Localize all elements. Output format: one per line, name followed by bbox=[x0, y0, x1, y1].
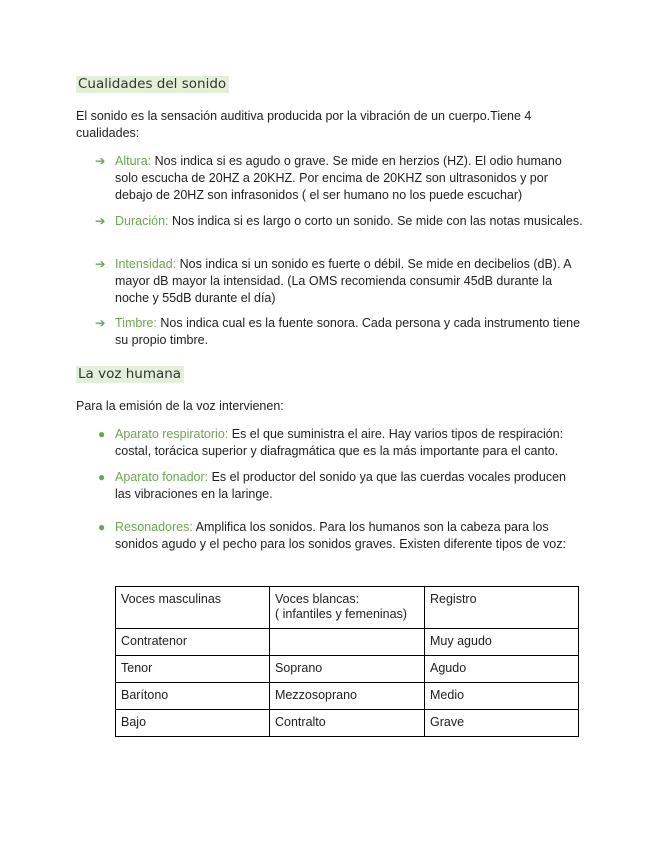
item-text: Nos indica si es agudo o grave. Se mide en herzios (HZ). El odio humano solo escucha de 20HZ a 20KHZ. Por encima de 20KHZ son ultrasonidos y por debajo de 20HZ son infrasonidos ( el ser humano no los puede escuchar) bbox=[115, 154, 562, 202]
table-header-row bbox=[116, 587, 579, 629]
table-row bbox=[116, 683, 579, 710]
table-cell: Grave bbox=[425, 710, 579, 737]
term-label: Aparato respiratorio: bbox=[115, 427, 229, 441]
bullet-dot-icon: ● bbox=[98, 470, 106, 484]
term-label: Resonadores: bbox=[115, 520, 193, 534]
table-cell: Contralto bbox=[270, 710, 425, 737]
table-cell: Mezzosoprano bbox=[270, 683, 425, 710]
list-item-duracion bbox=[95, 213, 583, 230]
bullet-dot-icon: ● bbox=[98, 520, 106, 534]
arrow-right-icon: ➔ bbox=[95, 316, 106, 330]
table-cell: Barítono bbox=[116, 683, 270, 710]
item-text: Nos indica si es largo o corto un sonido. Se mide con las notas musicales. bbox=[168, 214, 583, 228]
list-item-aparato-fonador bbox=[98, 469, 583, 503]
item-text: Es el productor del sonido ya que las cuerdas vocales producen las vibraciones en la laringe. bbox=[115, 470, 566, 501]
list-item-resonadores bbox=[98, 519, 583, 553]
list-item-altura bbox=[95, 153, 583, 204]
arrow-right-icon: ➔ bbox=[95, 257, 106, 271]
table-cell: Agudo bbox=[425, 656, 579, 683]
table-cell: Bajo bbox=[116, 710, 270, 737]
table-row bbox=[116, 710, 579, 737]
item-text: Nos indica cual es la fuente sonora. Cada persona y cada instrumento tiene su propio timbre. bbox=[115, 316, 581, 347]
item-text: Amplifica los sonidos. Para los humanos son la cabeza para los sonidos agudo y el pecho para los sonidos graves. Existen diferente tipos de voz: bbox=[115, 520, 566, 551]
table-row bbox=[116, 656, 579, 683]
section-title-voz-humana: La voz humana bbox=[76, 366, 184, 383]
term-label: Aparato fonador: bbox=[115, 470, 209, 484]
list-item-timbre bbox=[95, 315, 583, 349]
intro-voz-humana: Para la emisión de la voz intervienen: bbox=[76, 399, 284, 413]
item-text: Es el que suministra el aire. Hay varios tipos de respiración: costal, torácica superior y diafragmática que es la más importante para el canto. bbox=[115, 427, 564, 458]
header-line: ( infantiles y femeninas) bbox=[275, 607, 408, 621]
arrow-right-icon: ➔ bbox=[95, 154, 106, 168]
table-row bbox=[116, 629, 579, 656]
table-header-cell: Registro bbox=[425, 587, 579, 629]
term-label: Altura: bbox=[115, 154, 152, 168]
term-label: Timbre: bbox=[115, 316, 157, 330]
table-cell: Medio bbox=[425, 683, 579, 710]
bullet-dot-icon: ● bbox=[98, 427, 106, 441]
table-cell: Contratenor bbox=[116, 629, 270, 656]
section-title-cualidades: Cualidades del sonido bbox=[76, 76, 229, 93]
term-label: Intensidad: bbox=[115, 257, 177, 271]
list-item-intensidad bbox=[95, 256, 583, 307]
table-header-cell bbox=[270, 587, 425, 629]
table-cell bbox=[270, 629, 425, 656]
table-cell: Soprano bbox=[270, 656, 425, 683]
table-cell: Tenor bbox=[116, 656, 270, 683]
item-text: Nos indica si un sonido es fuerte o débil. Se mide en decibelios (dB). A mayor dB mayor la intensidad. (La OMS recomienda consumir 45dB durante la noche y 55dB durante el día) bbox=[115, 257, 571, 305]
list-item-aparato-respiratorio bbox=[98, 426, 583, 460]
term-label: Duración: bbox=[115, 214, 169, 228]
table-cell: Muy agudo bbox=[425, 629, 579, 656]
voice-types-table bbox=[115, 586, 579, 737]
intro-cualidades: El sonido es la sensación auditiva producida por la vibración de un cuerpo.Tiene 4 cualidades: bbox=[76, 109, 532, 140]
arrow-right-icon: ➔ bbox=[95, 214, 106, 228]
header-line: Voces blancas: bbox=[275, 592, 360, 606]
table-header-cell: Voces masculinas bbox=[116, 587, 270, 629]
